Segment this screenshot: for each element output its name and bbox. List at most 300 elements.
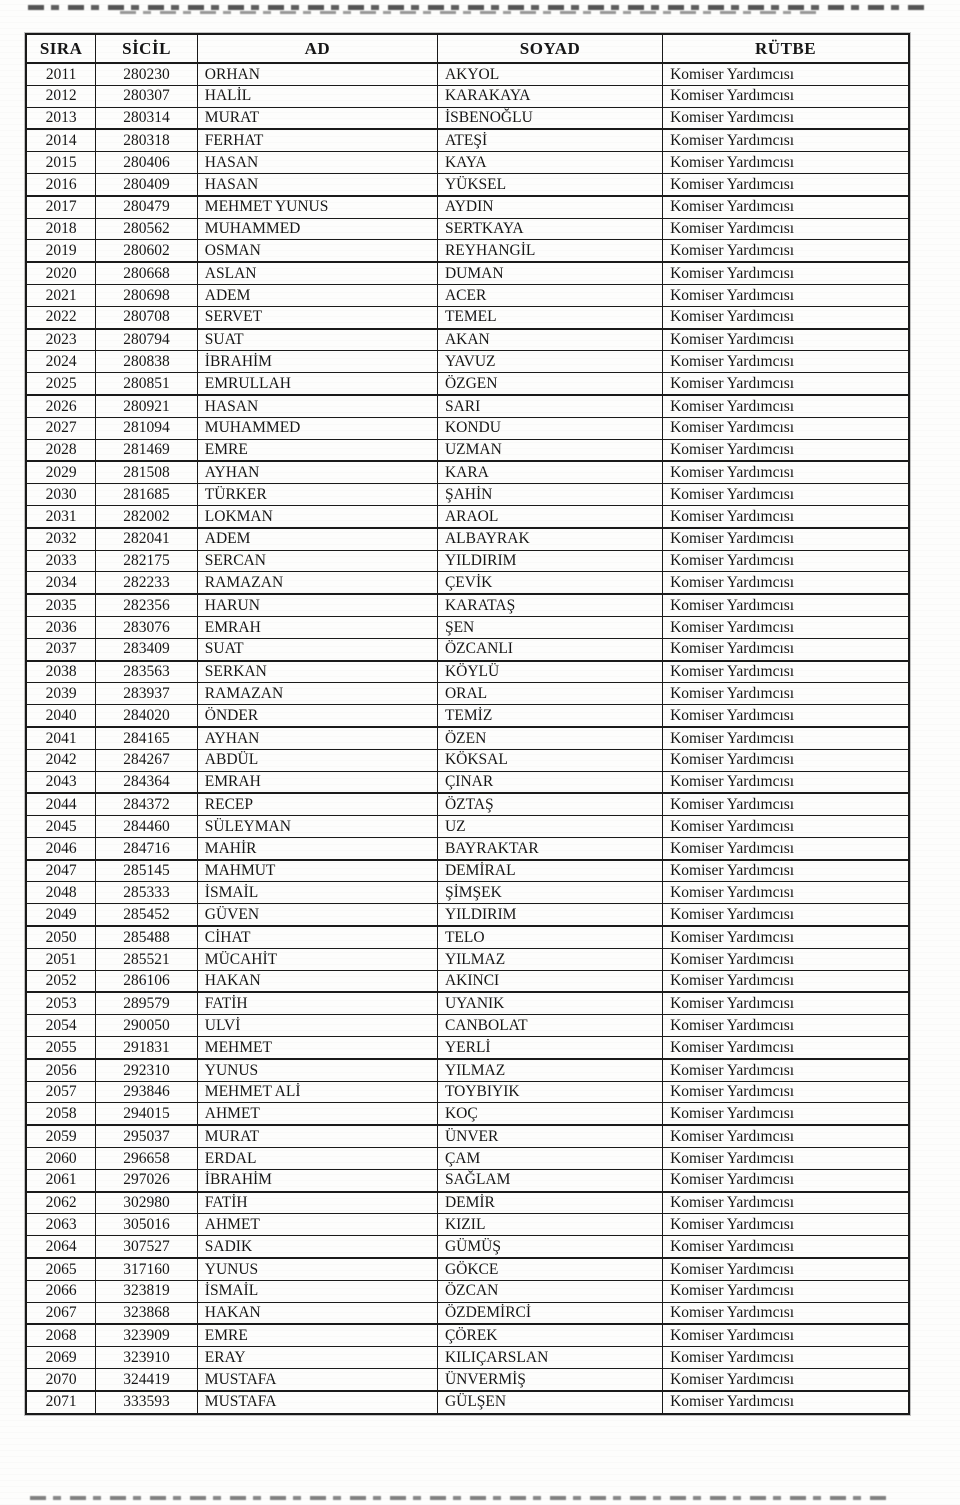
cell-rutbe: Komiser Yardımcısı xyxy=(663,1103,909,1125)
cell-sira: 2038 xyxy=(26,661,96,683)
table-row xyxy=(26,837,909,859)
cell-rutbe: Komiser Yardımcısı xyxy=(663,329,909,351)
table-row xyxy=(26,992,909,1014)
cell-rutbe: Komiser Yardımcısı xyxy=(663,837,909,859)
cell-sicil: 305016 xyxy=(96,1214,198,1236)
table-row xyxy=(26,616,909,638)
cell-ad: FATİH xyxy=(197,992,437,1014)
cell-sira: 2035 xyxy=(26,594,96,616)
cell-sira: 2012 xyxy=(26,85,96,107)
cell-sira: 2024 xyxy=(26,351,96,373)
cell-soyad: ÖZCANLI xyxy=(437,638,662,660)
cell-rutbe: Komiser Yardımcısı xyxy=(663,461,909,483)
cell-sicil: 284165 xyxy=(96,727,198,749)
cell-soyad: KILIÇARSLAN xyxy=(437,1347,662,1369)
cell-sicil: 280921 xyxy=(96,395,198,417)
cell-soyad: REYHANGİL xyxy=(437,240,662,262)
cell-rutbe: Komiser Yardımcısı xyxy=(663,749,909,771)
cell-sira: 2050 xyxy=(26,926,96,948)
cell-rutbe: Komiser Yardımcısı xyxy=(663,1037,909,1059)
cell-sira: 2066 xyxy=(26,1280,96,1302)
table-row xyxy=(26,1236,909,1258)
cell-ad: RECEP xyxy=(197,793,437,815)
cell-sira: 2019 xyxy=(26,240,96,262)
cell-ad: İSMAİL xyxy=(197,882,437,904)
table-row xyxy=(26,129,909,151)
cell-soyad: ŞEN xyxy=(437,616,662,638)
cell-soyad: CANBOLAT xyxy=(437,1015,662,1037)
table-row xyxy=(26,771,909,793)
cell-soyad: DEMİRAL xyxy=(437,860,662,882)
cell-ad: ADEM xyxy=(197,528,437,550)
table-row xyxy=(26,351,909,373)
cell-soyad: KÖKSAL xyxy=(437,749,662,771)
cell-sicil: 317160 xyxy=(96,1258,198,1280)
cell-rutbe: Komiser Yardımcısı xyxy=(663,683,909,705)
cell-sicil: 282356 xyxy=(96,594,198,616)
table-row xyxy=(26,594,909,616)
table-row xyxy=(26,926,909,948)
cell-sira: 2071 xyxy=(26,1391,96,1414)
cell-ad: HAKAN xyxy=(197,1302,437,1324)
cell-rutbe: Komiser Yardımcısı xyxy=(663,1347,909,1369)
cell-sira: 2013 xyxy=(26,107,96,129)
cell-ad: ERDAL xyxy=(197,1148,437,1170)
cell-sicil: 323868 xyxy=(96,1302,198,1324)
cell-sicil: 289579 xyxy=(96,992,198,1014)
cell-sira: 2022 xyxy=(26,306,96,328)
cell-ad: SADIK xyxy=(197,1236,437,1258)
cell-ad: HARUN xyxy=(197,594,437,616)
cell-rutbe: Komiser Yardımcısı xyxy=(663,1280,909,1302)
cell-rutbe: Komiser Yardımcısı xyxy=(663,196,909,218)
cell-rutbe: Komiser Yardımcısı xyxy=(663,395,909,417)
cell-sicil: 285145 xyxy=(96,860,198,882)
table-row xyxy=(26,970,909,992)
cell-rutbe: Komiser Yardımcısı xyxy=(663,771,909,793)
table-row xyxy=(26,373,909,395)
cell-sicil: 285333 xyxy=(96,882,198,904)
cell-sicil: 280314 xyxy=(96,107,198,129)
table-row xyxy=(26,395,909,417)
cell-rutbe: Komiser Yardımcısı xyxy=(663,218,909,240)
cell-rutbe: Komiser Yardımcısı xyxy=(663,727,909,749)
cell-soyad: ÇEVİK xyxy=(437,572,662,594)
cell-soyad: YILDIRIM xyxy=(437,550,662,572)
cell-sicil: 283409 xyxy=(96,638,198,660)
cell-sira: 2036 xyxy=(26,616,96,638)
table-row xyxy=(26,572,909,594)
cell-rutbe: Komiser Yardımcısı xyxy=(663,616,909,638)
cell-sicil: 294015 xyxy=(96,1103,198,1125)
cell-rutbe: Komiser Yardımcısı xyxy=(663,85,909,107)
cell-sicil: 281469 xyxy=(96,439,198,461)
cell-sira: 2057 xyxy=(26,1081,96,1103)
cell-sira: 2018 xyxy=(26,218,96,240)
cell-sira: 2048 xyxy=(26,882,96,904)
cell-ad: İBRAHİM xyxy=(197,1169,437,1191)
cell-sira: 2049 xyxy=(26,904,96,926)
cell-sicil: 293846 xyxy=(96,1081,198,1103)
cell-ad: AHMET xyxy=(197,1214,437,1236)
cell-sira: 2053 xyxy=(26,992,96,1014)
cell-sicil: 333593 xyxy=(96,1391,198,1414)
cell-soyad: ARAOL xyxy=(437,505,662,527)
cell-ad: AYHAN xyxy=(197,461,437,483)
table-row xyxy=(26,816,909,838)
cell-ad: LOKMAN xyxy=(197,505,437,527)
table-row xyxy=(26,882,909,904)
cell-ad: YUNUS xyxy=(197,1059,437,1081)
cell-rutbe: Komiser Yardımcısı xyxy=(663,948,909,970)
cell-rutbe: Komiser Yardımcısı xyxy=(663,970,909,992)
scan-artifact-top-line xyxy=(28,5,928,10)
table-row xyxy=(26,705,909,727)
cell-ad: SÜLEYMAN xyxy=(197,816,437,838)
cell-sira: 2041 xyxy=(26,727,96,749)
cell-ad: GÜVEN xyxy=(197,904,437,926)
cell-sira: 2025 xyxy=(26,373,96,395)
cell-sira: 2033 xyxy=(26,550,96,572)
cell-sicil: 284267 xyxy=(96,749,198,771)
cell-rutbe: Komiser Yardımcısı xyxy=(663,1125,909,1147)
cell-rutbe: Komiser Yardımcısı xyxy=(663,63,909,85)
cell-sicil: 290050 xyxy=(96,1015,198,1037)
cell-ad: ÖNDER xyxy=(197,705,437,727)
table-row xyxy=(26,1192,909,1214)
cell-ad: YUNUS xyxy=(197,1258,437,1280)
cell-sira: 2043 xyxy=(26,771,96,793)
cell-sicil: 297026 xyxy=(96,1169,198,1191)
cell-soyad: AYDIN xyxy=(437,196,662,218)
cell-ad: MEHMET ALİ xyxy=(197,1081,437,1103)
table-row xyxy=(26,1214,909,1236)
cell-sira: 2015 xyxy=(26,152,96,174)
cell-sicil: 280668 xyxy=(96,262,198,284)
cell-rutbe: Komiser Yardımcısı xyxy=(663,992,909,1014)
cell-sira: 2023 xyxy=(26,329,96,351)
cell-soyad: KOÇ xyxy=(437,1103,662,1125)
table-row xyxy=(26,484,909,506)
table-row xyxy=(26,948,909,970)
cell-sicil: 285488 xyxy=(96,926,198,948)
cell-rutbe: Komiser Yardımcısı xyxy=(663,661,909,683)
cell-rutbe: Komiser Yardımcısı xyxy=(663,107,909,129)
cell-ad: MAHMUT xyxy=(197,860,437,882)
cell-rutbe: Komiser Yardımcısı xyxy=(663,793,909,815)
cell-sicil: 323819 xyxy=(96,1280,198,1302)
cell-sicil: 324419 xyxy=(96,1369,198,1391)
cell-sira: 2052 xyxy=(26,970,96,992)
cell-ad: EMRE xyxy=(197,439,437,461)
cell-ad: MEHMET xyxy=(197,1037,437,1059)
cell-sicil: 292310 xyxy=(96,1059,198,1081)
cell-rutbe: Komiser Yardımcısı xyxy=(663,173,909,195)
cell-soyad: ALBAYRAK xyxy=(437,528,662,550)
cell-sicil: 281685 xyxy=(96,484,198,506)
cell-ad: MUHAMMED xyxy=(197,218,437,240)
cell-soyad: KAYA xyxy=(437,152,662,174)
cell-sicil: 286106 xyxy=(96,970,198,992)
cell-rutbe: Komiser Yardımcısı xyxy=(663,1148,909,1170)
cell-ad: MUHAMMED xyxy=(197,417,437,439)
cell-sira: 2021 xyxy=(26,284,96,306)
cell-rutbe: Komiser Yardımcısı xyxy=(663,129,909,151)
table-row xyxy=(26,661,909,683)
cell-rutbe: Komiser Yardımcısı xyxy=(663,373,909,395)
cell-sicil: 280708 xyxy=(96,306,198,328)
table-row xyxy=(26,1280,909,1302)
cell-rutbe: Komiser Yardımcısı xyxy=(663,705,909,727)
cell-sira: 2058 xyxy=(26,1103,96,1125)
table-row xyxy=(26,329,909,351)
cell-sira: 2051 xyxy=(26,948,96,970)
cell-soyad: GÖKCE xyxy=(437,1258,662,1280)
cell-soyad: BAYRAKTAR xyxy=(437,837,662,859)
cell-rutbe: Komiser Yardımcısı xyxy=(663,1081,909,1103)
cell-ad: EMRULLAH xyxy=(197,373,437,395)
table-row xyxy=(26,749,909,771)
cell-ad: EMRE xyxy=(197,1324,437,1346)
cell-sira: 2046 xyxy=(26,837,96,859)
table-row xyxy=(26,262,909,284)
cell-sicil: 284716 xyxy=(96,837,198,859)
cell-soyad: TOYBIYIK xyxy=(437,1081,662,1103)
cell-sira: 2060 xyxy=(26,1148,96,1170)
table-row xyxy=(26,173,909,195)
cell-ad: İSMAİL xyxy=(197,1280,437,1302)
table-row xyxy=(26,1391,909,1414)
table-row xyxy=(26,1169,909,1191)
column-header-soyad: SOYAD xyxy=(437,34,662,63)
cell-rutbe: Komiser Yardımcısı xyxy=(663,1015,909,1037)
cell-sicil: 285452 xyxy=(96,904,198,926)
cell-ad: MURAT xyxy=(197,1125,437,1147)
cell-sira: 2040 xyxy=(26,705,96,727)
cell-ad: FERHAT xyxy=(197,129,437,151)
table-row xyxy=(26,1081,909,1103)
cell-ad: ULVİ xyxy=(197,1015,437,1037)
cell-sicil: 282233 xyxy=(96,572,198,594)
table-row xyxy=(26,1103,909,1125)
cell-soyad: UYANIK xyxy=(437,992,662,1014)
cell-ad: SERKAN xyxy=(197,661,437,683)
cell-ad: RAMAZAN xyxy=(197,572,437,594)
cell-rutbe: Komiser Yardımcısı xyxy=(663,417,909,439)
table-row xyxy=(26,417,909,439)
cell-ad: OSMAN xyxy=(197,240,437,262)
cell-soyad: İSBENOĞLU xyxy=(437,107,662,129)
cell-soyad: TEMEL xyxy=(437,306,662,328)
cell-soyad: ÜNVERMİŞ xyxy=(437,1369,662,1391)
cell-soyad: YILMAZ xyxy=(437,1059,662,1081)
cell-rutbe: Komiser Yardımcısı xyxy=(663,1369,909,1391)
cell-sicil: 284020 xyxy=(96,705,198,727)
cell-sicil: 280794 xyxy=(96,329,198,351)
cell-ad: TÜRKER xyxy=(197,484,437,506)
cell-sicil: 280406 xyxy=(96,152,198,174)
cell-soyad: ÖZTAŞ xyxy=(437,793,662,815)
table-row xyxy=(26,107,909,129)
table-row xyxy=(26,860,909,882)
cell-sicil: 307527 xyxy=(96,1236,198,1258)
cell-rutbe: Komiser Yardımcısı xyxy=(663,1214,909,1236)
cell-ad: RAMAZAN xyxy=(197,683,437,705)
cell-soyad: KONDU xyxy=(437,417,662,439)
cell-ad: EMRAH xyxy=(197,771,437,793)
cell-rutbe: Komiser Yardımcısı xyxy=(663,284,909,306)
cell-soyad: DEMİR xyxy=(437,1192,662,1214)
cell-ad: HASAN xyxy=(197,173,437,195)
cell-soyad: ŞAHİN xyxy=(437,484,662,506)
cell-sira: 2034 xyxy=(26,572,96,594)
cell-ad: SUAT xyxy=(197,638,437,660)
column-header-ad: AD xyxy=(197,34,437,63)
cell-rutbe: Komiser Yardımcısı xyxy=(663,1059,909,1081)
cell-sicil: 280479 xyxy=(96,196,198,218)
cell-soyad: YERLİ xyxy=(437,1037,662,1059)
cell-sira: 2045 xyxy=(26,816,96,838)
cell-sicil: 280698 xyxy=(96,284,198,306)
table-row xyxy=(26,85,909,107)
table-row xyxy=(26,196,909,218)
cell-soyad: GÜLŞEN xyxy=(437,1391,662,1414)
cell-rutbe: Komiser Yardımcısı xyxy=(663,351,909,373)
cell-soyad: YILMAZ xyxy=(437,948,662,970)
cell-sicil: 283076 xyxy=(96,616,198,638)
cell-ad: HASAN xyxy=(197,152,437,174)
cell-sira: 2031 xyxy=(26,505,96,527)
cell-soyad: ATEŞİ xyxy=(437,129,662,151)
cell-rutbe: Komiser Yardımcısı xyxy=(663,1169,909,1191)
cell-sira: 2042 xyxy=(26,749,96,771)
cell-sicil: 302980 xyxy=(96,1192,198,1214)
cell-ad: CİHAT xyxy=(197,926,437,948)
table-row xyxy=(26,638,909,660)
cell-sicil: 282041 xyxy=(96,528,198,550)
table-row xyxy=(26,306,909,328)
cell-soyad: UZMAN xyxy=(437,439,662,461)
cell-sicil: 284372 xyxy=(96,793,198,815)
table-row xyxy=(26,904,909,926)
cell-sicil: 281508 xyxy=(96,461,198,483)
column-header-sicil: SİCİL xyxy=(96,34,198,63)
cell-ad: MEHMET YUNUS xyxy=(197,196,437,218)
cell-soyad: YÜKSEL xyxy=(437,173,662,195)
cell-sira: 2056 xyxy=(26,1059,96,1081)
cell-ad: ASLAN xyxy=(197,262,437,284)
table-row xyxy=(26,461,909,483)
table-row xyxy=(26,152,909,174)
cell-rutbe: Komiser Yardımcısı xyxy=(663,926,909,948)
cell-soyad: ÇAM xyxy=(437,1148,662,1170)
table-row xyxy=(26,439,909,461)
cell-sicil: 280230 xyxy=(96,63,198,85)
scan-artifact-top-line-2 xyxy=(120,11,820,14)
cell-sira: 2029 xyxy=(26,461,96,483)
cell-rutbe: Komiser Yardımcısı xyxy=(663,550,909,572)
cell-rutbe: Komiser Yardımcısı xyxy=(663,1302,909,1324)
cell-soyad: GÜMÜŞ xyxy=(437,1236,662,1258)
cell-soyad: KARA xyxy=(437,461,662,483)
cell-soyad: KÖYLÜ xyxy=(437,661,662,683)
table-row xyxy=(26,1347,909,1369)
cell-sicil: 280562 xyxy=(96,218,198,240)
cell-soyad: ÇINAR xyxy=(437,771,662,793)
cell-rutbe: Komiser Yardımcısı xyxy=(663,439,909,461)
cell-soyad: ÖZGEN xyxy=(437,373,662,395)
cell-sicil: 285521 xyxy=(96,948,198,970)
cell-soyad: YAVUZ xyxy=(437,351,662,373)
cell-soyad: KARAKAYA xyxy=(437,85,662,107)
cell-rutbe: Komiser Yardımcısı xyxy=(663,1192,909,1214)
cell-rutbe: Komiser Yardımcısı xyxy=(663,1258,909,1280)
cell-ad: FATİH xyxy=(197,1192,437,1214)
cell-sira: 2030 xyxy=(26,484,96,506)
cell-sira: 2064 xyxy=(26,1236,96,1258)
cell-ad: MUSTAFA xyxy=(197,1369,437,1391)
cell-ad: SUAT xyxy=(197,329,437,351)
cell-rutbe: Komiser Yardımcısı xyxy=(663,572,909,594)
cell-ad: HAKAN xyxy=(197,970,437,992)
cell-soyad: ÖZCAN xyxy=(437,1280,662,1302)
table-row xyxy=(26,1148,909,1170)
cell-sicil: 284364 xyxy=(96,771,198,793)
cell-ad: MAHİR xyxy=(197,837,437,859)
table-row xyxy=(26,1302,909,1324)
cell-rutbe: Komiser Yardımcısı xyxy=(663,638,909,660)
cell-ad: AHMET xyxy=(197,1103,437,1125)
cell-sira: 2068 xyxy=(26,1324,96,1346)
cell-sira: 2026 xyxy=(26,395,96,417)
cell-sicil: 280851 xyxy=(96,373,198,395)
cell-sicil: 284460 xyxy=(96,816,198,838)
cell-sicil: 280838 xyxy=(96,351,198,373)
cell-sicil: 280602 xyxy=(96,240,198,262)
cell-soyad: ÖZEN xyxy=(437,727,662,749)
cell-ad: SERVET xyxy=(197,306,437,328)
table-row xyxy=(26,550,909,572)
cell-ad: MUSTAFA xyxy=(197,1391,437,1414)
cell-sicil: 280318 xyxy=(96,129,198,151)
cell-soyad: ŞİMŞEK xyxy=(437,882,662,904)
table-row xyxy=(26,1125,909,1147)
cell-sicil: 280409 xyxy=(96,173,198,195)
cell-rutbe: Komiser Yardımcısı xyxy=(663,528,909,550)
cell-rutbe: Komiser Yardımcısı xyxy=(663,882,909,904)
cell-soyad: ORAL xyxy=(437,683,662,705)
cell-sicil: 295037 xyxy=(96,1125,198,1147)
table-row xyxy=(26,528,909,550)
cell-soyad: ÇÖREK xyxy=(437,1324,662,1346)
cell-sicil: 281094 xyxy=(96,417,198,439)
cell-rutbe: Komiser Yardımcısı xyxy=(663,1324,909,1346)
table-row xyxy=(26,1059,909,1081)
cell-soyad: ACER xyxy=(437,284,662,306)
cell-sira: 2070 xyxy=(26,1369,96,1391)
cell-rutbe: Komiser Yardımcısı xyxy=(663,1236,909,1258)
column-header-rutbe: RÜTBE xyxy=(663,34,909,63)
cell-sicil: 283937 xyxy=(96,683,198,705)
cell-ad: MÜCAHİT xyxy=(197,948,437,970)
table-row xyxy=(26,240,909,262)
cell-sira: 2020 xyxy=(26,262,96,284)
cell-soyad: AKAN xyxy=(437,329,662,351)
cell-sira: 2028 xyxy=(26,439,96,461)
cell-sira: 2063 xyxy=(26,1214,96,1236)
table-body xyxy=(26,63,909,1414)
table-row xyxy=(26,218,909,240)
